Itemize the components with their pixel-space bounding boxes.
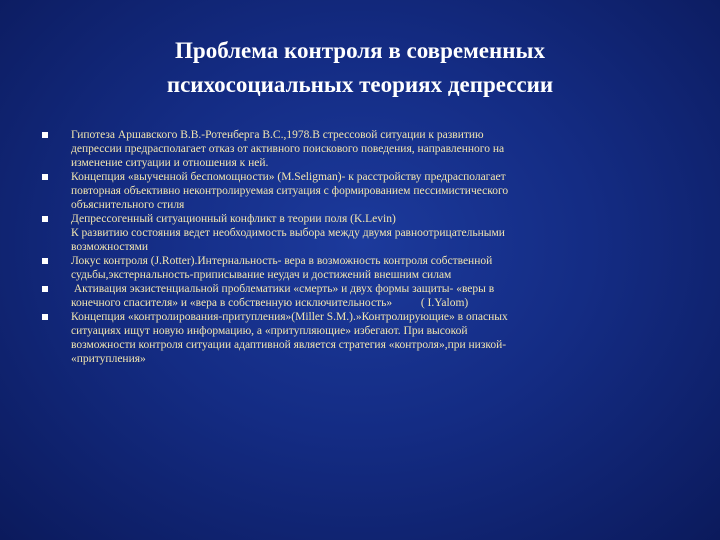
bullet-list <box>42 128 682 366</box>
bullet-text-line: депрессии предрасполагает отказ от активного поискового поведения, направленного на <box>71 143 505 155</box>
bullet-text-line: возможности контроля ситуации адаптивной является стратегия «контроля»,при низкой- <box>71 339 507 351</box>
bullet-item <box>42 212 682 254</box>
bullet-item <box>42 170 682 212</box>
slide-title-line-2: психосоциальных теориях депрессии <box>166 72 554 97</box>
bullet-text-line: Депрессогенный ситуационный конфликт в теории поля (K.Levin) <box>71 213 396 225</box>
bullet-text-line: «притупления» <box>71 353 146 365</box>
bullet-text-line: Локус контроля (J.Rotter).Интернальность- вера в возможность контроля собственной <box>71 255 493 267</box>
square-bullet-icon <box>42 132 48 138</box>
bullet-text-line: возможностями <box>71 241 149 253</box>
bullet-item <box>42 254 682 282</box>
bullet-text-line: судьбы,экстернальность-приписывание неудач и достижений внешним силам <box>71 269 452 281</box>
square-bullet-icon <box>42 174 48 180</box>
bullet-item <box>42 310 682 366</box>
bullet-text-line: Активация экзистенциальной проблематики «смерть» и двух формы защиты- «веры в <box>71 283 495 295</box>
bullet-text-line: изменение ситуации и отношения к ней. <box>71 157 269 169</box>
square-bullet-icon <box>42 286 48 292</box>
bullet-text-line: повторная объективно неконтролируемая ситуация с формированием пессимистического <box>71 185 509 197</box>
bullet-item <box>42 282 682 310</box>
square-bullet-icon <box>42 314 48 320</box>
bullet-item <box>42 128 682 170</box>
bullet-text-line: конечного спасителя» и «вера в собственную исключительность» ( I.Yalom) <box>71 297 469 309</box>
bullet-text-line: Гипотеза Аршавского В.В.-Ротенберга В.С.,1978.В стрессовой ситуации к развитию <box>71 129 484 141</box>
bullet-text-line: ситуациях ищут новую информацию, а «притупляющие» избегают. При высокой <box>71 325 468 337</box>
bullet-text-line: Концепция «выученной беспомощности» (M.Seligman)- к расстройству предрасполагает <box>71 171 506 183</box>
slide-title-line-1: Проблема контроля в современных <box>175 38 545 63</box>
slide-title <box>60 34 660 102</box>
square-bullet-icon <box>42 258 48 264</box>
bullet-text-line: К развитию состояния ведет необходимость выбора между двумя равноотрицательными <box>71 227 505 239</box>
square-bullet-icon <box>42 216 48 222</box>
bullet-text-line: объяснительного стиля <box>71 199 185 211</box>
bullet-text-line: Концепция «контролирования-притупления»(Miller S.M.).»Контролирующие» в опасных <box>71 311 508 323</box>
